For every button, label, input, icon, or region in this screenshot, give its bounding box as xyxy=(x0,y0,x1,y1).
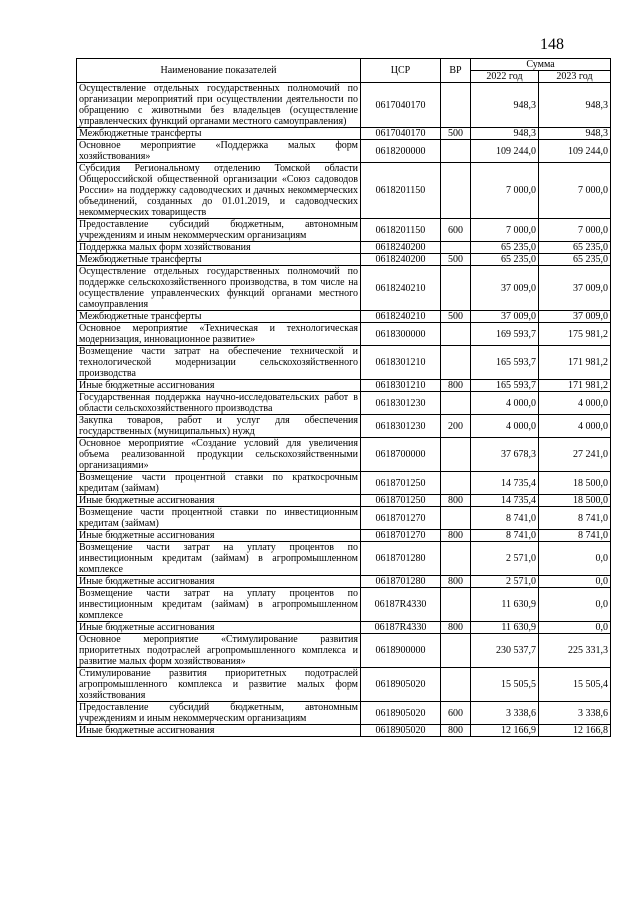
row-name: Основное мероприятие «Создание условий для увеличения объема реализованной продукции сельскохозяйственными организациями» xyxy=(77,438,361,472)
row-amount-2022: 37 009,0 xyxy=(471,311,539,323)
row-csr: 0618905020 xyxy=(361,725,441,737)
row-vr xyxy=(441,507,471,530)
row-vr: 500 xyxy=(441,128,471,140)
row-vr xyxy=(441,668,471,702)
table-row xyxy=(77,495,611,507)
row-name: Предоставление субсидий бюджетным, автономным учреждениям и иным некоммерческим организациям xyxy=(77,219,361,242)
row-amount-2023: 18 500,0 xyxy=(539,472,611,495)
row-amount-2023: 0,0 xyxy=(539,542,611,576)
table-row xyxy=(77,346,611,380)
row-amount-2023: 27 241,0 xyxy=(539,438,611,472)
row-vr xyxy=(441,323,471,346)
row-vr xyxy=(441,472,471,495)
row-amount-2022: 37 009,0 xyxy=(471,266,539,311)
row-amount-2023: 948,3 xyxy=(539,83,611,128)
row-amount-2023: 948,3 xyxy=(539,128,611,140)
row-amount-2022: 948,3 xyxy=(471,83,539,128)
table-row xyxy=(77,311,611,323)
table-row xyxy=(77,507,611,530)
row-name: Стимулирование развития приоритетных подотраслей агропромышленного комплекса и развитие малых форм хозяйствования xyxy=(77,668,361,702)
row-csr: 0618240200 xyxy=(361,254,441,266)
header-2023: 2023 год xyxy=(539,71,611,83)
row-amount-2022: 165 593,7 xyxy=(471,346,539,380)
table-row xyxy=(77,83,611,128)
row-name: Иные бюджетные ассигнования xyxy=(77,622,361,634)
row-amount-2023: 8 741,0 xyxy=(539,530,611,542)
row-csr: 0618301210 xyxy=(361,380,441,392)
table-row xyxy=(77,530,611,542)
row-name: Государственная поддержка научно-исследовательских работ в области сельскохозяйственного производства xyxy=(77,392,361,415)
table-row xyxy=(77,622,611,634)
row-amount-2022: 8 741,0 xyxy=(471,530,539,542)
row-amount-2023: 0,0 xyxy=(539,588,611,622)
table-row xyxy=(77,128,611,140)
table-row xyxy=(77,323,611,346)
row-vr: 500 xyxy=(441,311,471,323)
row-csr: 06187R4330 xyxy=(361,622,441,634)
row-csr: 0618701280 xyxy=(361,542,441,576)
row-amount-2022: 3 338,6 xyxy=(471,702,539,725)
table-row xyxy=(77,163,611,219)
row-csr: 0618240210 xyxy=(361,266,441,311)
row-vr: 800 xyxy=(441,725,471,737)
row-amount-2023: 37 009,0 xyxy=(539,266,611,311)
table-row xyxy=(77,542,611,576)
row-vr xyxy=(441,588,471,622)
row-amount-2022: 169 593,7 xyxy=(471,323,539,346)
table-row xyxy=(77,576,611,588)
row-amount-2023: 175 981,2 xyxy=(539,323,611,346)
row-vr: 200 xyxy=(441,415,471,438)
row-vr xyxy=(441,163,471,219)
table-row xyxy=(77,392,611,415)
row-name: Иные бюджетные ассигнования xyxy=(77,530,361,542)
row-amount-2023: 7 000,0 xyxy=(539,219,611,242)
row-name: Основное мероприятие «Стимулирование развития приоритетных подотраслей агропромышленного комплекса и развитие малых форм хозяйствования» xyxy=(77,634,361,668)
row-amount-2023: 37 009,0 xyxy=(539,311,611,323)
row-name: Иные бюджетные ассигнования xyxy=(77,725,361,737)
row-amount-2022: 12 166,9 xyxy=(471,725,539,737)
row-csr: 0618701250 xyxy=(361,495,441,507)
row-amount-2023: 7 000,0 xyxy=(539,163,611,219)
table-row xyxy=(77,242,611,254)
row-amount-2023: 225 331,3 xyxy=(539,634,611,668)
row-amount-2023: 8 741,0 xyxy=(539,507,611,530)
table-row xyxy=(77,219,611,242)
row-vr xyxy=(441,242,471,254)
page-number: 148 xyxy=(540,36,564,53)
table-row xyxy=(77,588,611,622)
row-name: Основное мероприятие «Техническая и технологическая модернизация, инновационное развитие» xyxy=(77,323,361,346)
row-name: Возмещение части процентной ставки по краткосрочным кредитам (займам) xyxy=(77,472,361,495)
table-row xyxy=(77,140,611,163)
row-csr: 0618300000 xyxy=(361,323,441,346)
header-sum: Сумма xyxy=(471,59,611,71)
row-csr: 0618301210 xyxy=(361,346,441,380)
row-csr: 0618201150 xyxy=(361,163,441,219)
row-vr: 800 xyxy=(441,530,471,542)
row-name: Межбюджетные трансферты xyxy=(77,311,361,323)
row-name: Осуществление отдельных государственных полномочий по организации мероприятий при осуществлении деятельности по обращению с животными без владельцев (осуществление управленческих функций органами местного самоуправления) xyxy=(77,83,361,128)
row-name: Возмещение части затрат на обеспечение технической и технологической модернизации сельскохозяйственного производства xyxy=(77,346,361,380)
row-amount-2022: 65 235,0 xyxy=(471,242,539,254)
row-vr: 800 xyxy=(441,495,471,507)
row-csr: 0617040170 xyxy=(361,128,441,140)
row-name: Субсидия Региональному отделению Томской области Общероссийской общественной организации «Союз садоводов России» на поддержку садоводческих и дачных некоммерческих объединений, созданных до 01.01.2019, и садоводческих некоммерческих товариществ xyxy=(77,163,361,219)
row-amount-2023: 171 981,2 xyxy=(539,346,611,380)
table-row xyxy=(77,702,611,725)
row-csr: 0618701250 xyxy=(361,472,441,495)
table-header xyxy=(77,59,611,83)
row-name: Возмещение части процентной ставки по инвестиционным кредитам (займам) xyxy=(77,507,361,530)
table-row xyxy=(77,254,611,266)
row-amount-2023: 0,0 xyxy=(539,576,611,588)
row-csr: 0618905020 xyxy=(361,702,441,725)
row-vr xyxy=(441,266,471,311)
row-name: Межбюджетные трансферты xyxy=(77,254,361,266)
row-csr: 0618701270 xyxy=(361,530,441,542)
row-name: Поддержка малых форм хозяйствования xyxy=(77,242,361,254)
row-amount-2022: 65 235,0 xyxy=(471,254,539,266)
table-row xyxy=(77,438,611,472)
row-amount-2022: 11 630,9 xyxy=(471,588,539,622)
header-2022: 2022 год xyxy=(471,71,539,83)
row-csr: 0618905020 xyxy=(361,668,441,702)
row-amount-2023: 12 166,8 xyxy=(539,725,611,737)
row-csr: 0618701280 xyxy=(361,576,441,588)
row-csr: 0618700000 xyxy=(361,438,441,472)
row-amount-2023: 4 000,0 xyxy=(539,415,611,438)
row-amount-2022: 230 537,7 xyxy=(471,634,539,668)
table-row xyxy=(77,266,611,311)
header-csr: ЦСР xyxy=(361,59,441,83)
row-vr xyxy=(441,634,471,668)
table-row xyxy=(77,634,611,668)
row-name: Возмещение части затрат на уплату процентов по инвестиционным кредитам (займам) в агропромышленном комплексе xyxy=(77,542,361,576)
header-vr: ВР xyxy=(441,59,471,83)
row-amount-2023: 4 000,0 xyxy=(539,392,611,415)
row-amount-2023: 3 338,6 xyxy=(539,702,611,725)
row-vr xyxy=(441,392,471,415)
row-amount-2023: 109 244,0 xyxy=(539,140,611,163)
table-row xyxy=(77,725,611,737)
row-vr: 600 xyxy=(441,219,471,242)
row-amount-2022: 4 000,0 xyxy=(471,415,539,438)
row-csr: 0618301230 xyxy=(361,415,441,438)
row-vr: 800 xyxy=(441,576,471,588)
header-name: Наименование показателей xyxy=(77,59,361,83)
row-amount-2022: 165 593,7 xyxy=(471,380,539,392)
row-amount-2022: 37 678,3 xyxy=(471,438,539,472)
row-amount-2022: 948,3 xyxy=(471,128,539,140)
table-row xyxy=(77,668,611,702)
row-vr: 800 xyxy=(441,622,471,634)
row-name: Иные бюджетные ассигнования xyxy=(77,576,361,588)
row-amount-2022: 7 000,0 xyxy=(471,219,539,242)
row-name: Осуществление отдельных государственных полномочий по поддержке сельскохозяйственного производства, в том числе на осуществление управленческих функций органами местного самоуправления xyxy=(77,266,361,311)
row-amount-2023: 171 981,2 xyxy=(539,380,611,392)
table-row xyxy=(77,380,611,392)
row-name: Межбюджетные трансферты xyxy=(77,128,361,140)
row-vr xyxy=(441,542,471,576)
row-csr: 0618900000 xyxy=(361,634,441,668)
row-csr: 0618701270 xyxy=(361,507,441,530)
row-vr xyxy=(441,83,471,128)
row-name: Иные бюджетные ассигнования xyxy=(77,380,361,392)
row-amount-2023: 15 505,4 xyxy=(539,668,611,702)
row-amount-2023: 65 235,0 xyxy=(539,254,611,266)
row-name: Возмещение части затрат на уплату процентов по инвестиционным кредитам (займам) в агропромышленном комплексе xyxy=(77,588,361,622)
row-amount-2022: 7 000,0 xyxy=(471,163,539,219)
budget-table xyxy=(76,58,611,737)
row-name: Предоставление субсидий бюджетным, автономным учреждениям и иным некоммерческим организациям xyxy=(77,702,361,725)
row-csr: 0618301230 xyxy=(361,392,441,415)
row-amount-2022: 4 000,0 xyxy=(471,392,539,415)
row-vr: 600 xyxy=(441,702,471,725)
row-amount-2022: 11 630,9 xyxy=(471,622,539,634)
row-csr: 0618200000 xyxy=(361,140,441,163)
row-csr: 0618240210 xyxy=(361,311,441,323)
row-amount-2022: 14 735,4 xyxy=(471,472,539,495)
row-amount-2023: 18 500,0 xyxy=(539,495,611,507)
table-row xyxy=(77,472,611,495)
row-amount-2022: 15 505,5 xyxy=(471,668,539,702)
row-name: Закупка товаров, работ и услуг для обеспечения государственных (муниципальных) нужд xyxy=(77,415,361,438)
row-vr: 800 xyxy=(441,380,471,392)
row-vr xyxy=(441,438,471,472)
row-csr: 0618201150 xyxy=(361,219,441,242)
row-amount-2022: 2 571,0 xyxy=(471,576,539,588)
row-vr xyxy=(441,346,471,380)
row-csr: 0617040170 xyxy=(361,83,441,128)
row-vr xyxy=(441,140,471,163)
row-amount-2022: 2 571,0 xyxy=(471,542,539,576)
row-vr: 500 xyxy=(441,254,471,266)
row-name: Иные бюджетные ассигнования xyxy=(77,495,361,507)
table-row xyxy=(77,415,611,438)
row-amount-2023: 0,0 xyxy=(539,622,611,634)
table-body xyxy=(77,83,611,737)
row-amount-2023: 65 235,0 xyxy=(539,242,611,254)
row-csr: 0618240200 xyxy=(361,242,441,254)
row-amount-2022: 109 244,0 xyxy=(471,140,539,163)
row-csr: 06187R4330 xyxy=(361,588,441,622)
row-name: Основное мероприятие «Поддержка малых форм хозяйствования» xyxy=(77,140,361,163)
row-amount-2022: 8 741,0 xyxy=(471,507,539,530)
row-amount-2022: 14 735,4 xyxy=(471,495,539,507)
